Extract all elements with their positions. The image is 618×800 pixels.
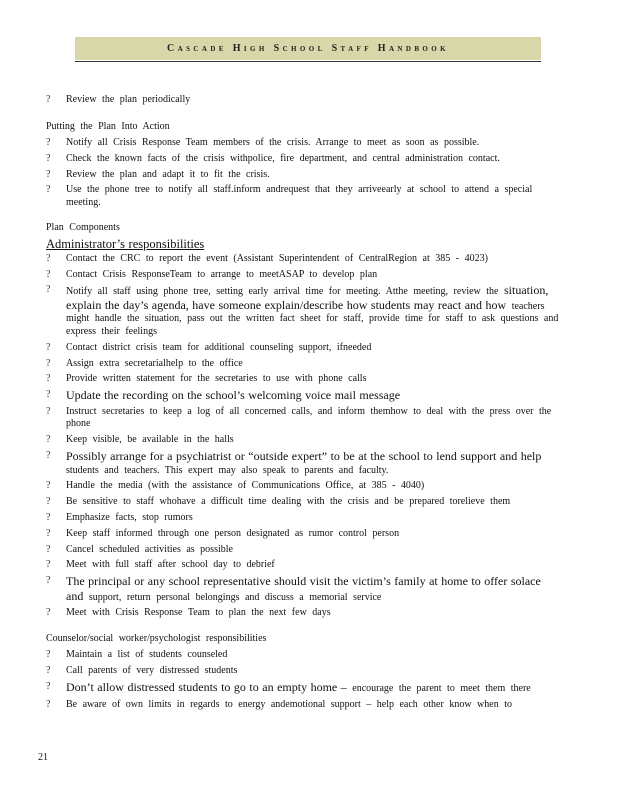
list-item (46, 358, 561, 371)
bullet-text: Be aware of own limits in regards to energy andemotional support – help each other know when to (66, 698, 512, 710)
bullet-glyph: ? (46, 284, 51, 296)
list-item (46, 169, 561, 182)
list-item (46, 284, 561, 338)
bullet-text: Check the known facts of the crisis withpolice, fire department, and central administration contact. (66, 152, 500, 164)
bullet-glyph: ? (46, 681, 51, 693)
bullet-glyph: ? (46, 137, 51, 148)
bullet-text: Contact the CRC to report the event (Assistant Superintendent of CentralRegion at 385 - 4023) (66, 252, 488, 264)
bullet-text: Review the plan and adapt it to fit the crisis. (66, 168, 270, 180)
bullet-text: Provide written statement for the secretaries to use with phone calls (66, 373, 367, 385)
bullet-text: Meet with full staff after school day to debrief (66, 559, 275, 571)
header-band (75, 37, 541, 60)
bullet-glyph: ? (46, 559, 51, 571)
bullet-text-large: Don’t allow distressed students to go to an empty home – (66, 680, 347, 695)
list-item (46, 528, 561, 541)
list-item (46, 665, 561, 678)
bullet-text: Review the plan periodically (66, 94, 191, 105)
list-item (46, 559, 561, 572)
bullet-glyph: ? (46, 698, 51, 710)
list-item (46, 434, 561, 447)
list-item (46, 253, 561, 266)
bullet-text (66, 575, 561, 604)
bullet-glyph: ? (46, 168, 51, 180)
bullet-text: Keep staff informed through one person designated as rumor control person (66, 527, 400, 539)
bullet-glyph: ? (46, 450, 51, 462)
list-item (46, 269, 561, 282)
bullet-glyph: ? (46, 480, 51, 492)
bullet-glyph: ? (46, 373, 51, 385)
bullet-text (66, 681, 561, 696)
list-item (46, 496, 561, 509)
bullet-text (66, 284, 561, 338)
list-item (46, 342, 561, 355)
bullet-text: Assign extra secretarialhelp to the office (66, 357, 243, 369)
bullet-text-large: Possibly arrange for a psychiatrist or “outside expert” to be at the school to lend support and help (66, 449, 542, 464)
section-heading-counselor: Counselor/social worker/psychologist responsibilities (46, 632, 267, 644)
bullet-glyph: ? (46, 357, 51, 369)
bullet-text: Notify all Crisis Response Team members of the crisis. Arrange to meet as soon as possible. (66, 137, 480, 148)
bullet-text-large: situation, explain the day’s agenda, have someone explain/describe how students may react and how (66, 283, 549, 312)
bullet-glyph: ? (46, 389, 51, 401)
bullet-glyph: ? (46, 434, 51, 446)
header-rule (75, 61, 541, 62)
list-item (46, 480, 561, 493)
bullet-glyph: ? (46, 94, 51, 105)
bullet-text: Handle the media (with the assistance of Communications Office, at 385 - 4040) (66, 480, 425, 492)
bullet-glyph: ? (46, 496, 51, 508)
page-number: 21 (38, 752, 48, 763)
list-item (46, 575, 561, 604)
bullet-glyph: ? (46, 649, 51, 661)
bullet-text-part: encourage the parent to meet them there (346, 683, 531, 695)
bullet-text-part: teachers might handle the situation, pass out the written fact sheet for staff, provide time for staff to ask questions and express their feelings (66, 300, 559, 337)
bullet-glyph: ? (46, 252, 51, 264)
handbook-title: Cascade High School Staff Handbook (167, 43, 449, 54)
list-item (46, 450, 561, 477)
bullet-glyph: ? (46, 607, 51, 619)
bullet-glyph: ? (46, 405, 51, 417)
list-item (46, 406, 561, 431)
bullet-text: Instruct secretaries to keep a log of all concerned calls, and inform themhow to deal with the press over the phone (66, 405, 552, 430)
list-item (46, 699, 561, 712)
list-item (46, 649, 561, 662)
bullet-text: Keep visible, be available in the halls (66, 434, 234, 446)
bullet-text: Be sensitive to staff whohave a difficult time dealing with the crisis and be prepared torelieve them (66, 496, 511, 508)
bullet-text-large: The principal or any school representative should visit the victim’s family at home to offer solace and (66, 574, 541, 603)
bullet-text: Maintain a list of students counseled (66, 649, 228, 661)
list-item (46, 184, 561, 209)
list-item (46, 153, 561, 166)
list-item (46, 373, 561, 386)
bullet-text: Meet with Crisis Response Team to plan the next few days (66, 607, 331, 619)
list-item (46, 681, 561, 696)
bullet-glyph: ? (46, 184, 51, 196)
bullet-glyph: ? (46, 543, 51, 555)
page-content (46, 94, 561, 715)
bullet-text: Use the phone tree to notify all staff.inform andrequest that they arriveearly at school to attend a special meeting. (66, 184, 533, 208)
subheading-administrator: Administrator’s responsibilities (46, 236, 205, 251)
bullet-text: Contact Crisis ResponseTeam to arrange to meetASAP to develop plan (66, 268, 378, 280)
list-item (46, 512, 561, 525)
bullet-glyph: ? (46, 527, 51, 539)
bullet-text (66, 450, 561, 477)
section-heading-putting-plan: Putting the Plan Into Action (46, 120, 170, 132)
bullet-text: Emphasize facts, stop rumors (66, 511, 193, 523)
bullet-text-part: support, return personal belongings and discuss a memorial service (88, 591, 382, 603)
list-item (46, 544, 561, 557)
list-item (46, 94, 561, 107)
bullet-glyph: ? (46, 511, 51, 523)
section-heading-plan-components: Plan Components (46, 222, 120, 234)
bullet-text-part: Notify all staff using phone tree, setting early arrival time for meeting. Atthe meeting, review the (66, 286, 499, 298)
bullet-glyph: ? (46, 152, 51, 164)
list-item (46, 607, 561, 620)
bullet-text-large: Update the recording on the school’s welcoming voice mail message (66, 388, 401, 403)
bullet-glyph: ? (46, 268, 51, 280)
list-item (46, 137, 561, 150)
bullet-glyph: ? (46, 665, 51, 677)
list-item (46, 389, 561, 403)
bullet-glyph: ? (46, 575, 51, 587)
bullet-glyph: ? (46, 341, 51, 353)
bullet-text: Contact district crisis team for additional counseling support, ifneeded (66, 341, 372, 353)
bullet-text: Call parents of very distressed students (66, 665, 238, 677)
bullet-text-part: students and teachers. This expert may also speak to parents and faculty. (66, 464, 389, 476)
bullet-text: Cancel scheduled activities as possible (66, 543, 233, 555)
